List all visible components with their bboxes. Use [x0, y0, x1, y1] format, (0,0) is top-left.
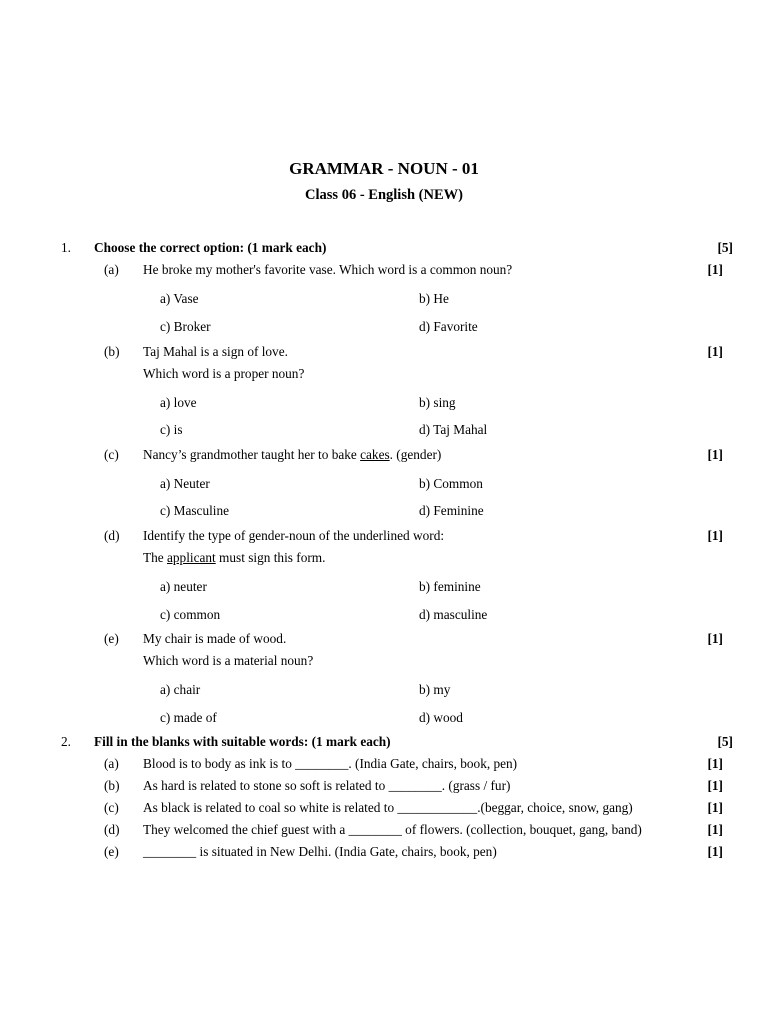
subquestion-mark: [1]	[707, 631, 723, 646]
subquestion-mark: [1]	[707, 822, 723, 837]
subquestion-text: Taj Mahal is a sign of love.	[143, 344, 288, 359]
option: d) Taj Mahal	[419, 422, 488, 437]
text-segment: must sign this form.	[215, 550, 326, 565]
option: a) love	[160, 395, 197, 410]
underlined-word: cakes	[360, 447, 390, 462]
subquestion-mark: [1]	[707, 844, 723, 859]
subquestion-text: ________ is situated in New Delhi. (India Gate, chairs, book, pen)	[143, 844, 497, 859]
subquestion-text	[143, 550, 325, 566]
underlined-word: applicant	[167, 550, 216, 565]
subquestion-label: (e)	[104, 631, 119, 646]
subquestion-text	[143, 447, 441, 463]
option: c) is	[160, 422, 183, 437]
option: b) sing	[419, 395, 456, 410]
subquestion-mark: [1]	[707, 262, 723, 277]
subquestion-label: (c)	[104, 800, 119, 815]
option: b) He	[419, 291, 449, 306]
subquestion-mark: [1]	[707, 800, 723, 815]
subquestion-mark: [1]	[707, 344, 723, 359]
subquestion-text: Blood is to body as ink is to ________. (India Gate, chairs, book, pen)	[143, 756, 518, 771]
option: a) neuter	[160, 579, 207, 594]
option: d) masculine	[419, 607, 488, 622]
question-number: 1.	[61, 240, 71, 255]
page-title: GRAMMAR - NOUN - 01	[289, 159, 479, 178]
option: c) made of	[160, 710, 217, 725]
subquestion-text: Which word is a material noun?	[143, 653, 314, 668]
option: a) Vase	[160, 291, 199, 306]
subquestion-mark: [1]	[707, 447, 723, 462]
text-segment: . (gender)	[389, 447, 442, 462]
question-heading: Fill in the blanks with suitable words: (1 mark each)	[94, 734, 391, 749]
subquestion-text: As hard is related to stone so soft is related to ________. (grass / fur)	[143, 778, 511, 793]
subquestion-text: They welcomed the chief guest with a ________ of flowers. (collection, bouquet, gang, band)	[143, 822, 642, 837]
text-segment: Nancy’s grandmother taught her to bake	[143, 447, 361, 462]
option: d) wood	[419, 710, 463, 725]
question-heading: Choose the correct option: (1 mark each)	[94, 240, 327, 255]
question-marks: [5]	[717, 240, 733, 255]
question-marks: [5]	[717, 734, 733, 749]
option: c) Broker	[160, 319, 211, 334]
page-subtitle: Class 06 - English (NEW)	[305, 187, 463, 203]
text-segment: The	[143, 550, 167, 565]
subquestion-text: Identify the type of gender-noun of the underlined word:	[143, 528, 445, 543]
subquestion-mark: [1]	[707, 528, 723, 543]
option: c) Masculine	[160, 503, 230, 518]
option: d) Feminine	[419, 503, 484, 518]
option: c) common	[160, 607, 221, 622]
subquestion-label: (b)	[104, 778, 120, 793]
option: b) my	[419, 682, 451, 697]
option: a) chair	[160, 682, 201, 697]
option: d) Favorite	[419, 319, 478, 334]
option: b) feminine	[419, 579, 481, 594]
option: a) Neuter	[160, 476, 210, 491]
option: b) Common	[419, 476, 483, 491]
subquestion-text: My chair is made of wood.	[143, 631, 287, 646]
question-number: 2.	[61, 734, 71, 749]
subquestion-text: Which word is a proper noun?	[143, 366, 305, 381]
subquestion-label: (d)	[104, 822, 120, 837]
subquestion-text: As black is related to coal so white is related to ____________.(beggar, choice, snow, gang)	[143, 800, 633, 815]
subquestion-label: (c)	[104, 447, 119, 462]
subquestion-label: (a)	[104, 756, 119, 771]
subquestion-label: (b)	[104, 344, 120, 359]
subquestion-label: (e)	[104, 844, 119, 859]
subquestion-text: He broke my mother's favorite vase. Which word is a common noun?	[143, 262, 513, 277]
subquestion-mark: [1]	[707, 756, 723, 771]
subquestion-label: (a)	[104, 262, 119, 277]
subquestion-mark: [1]	[707, 778, 723, 793]
subquestion-label: (d)	[104, 528, 120, 543]
